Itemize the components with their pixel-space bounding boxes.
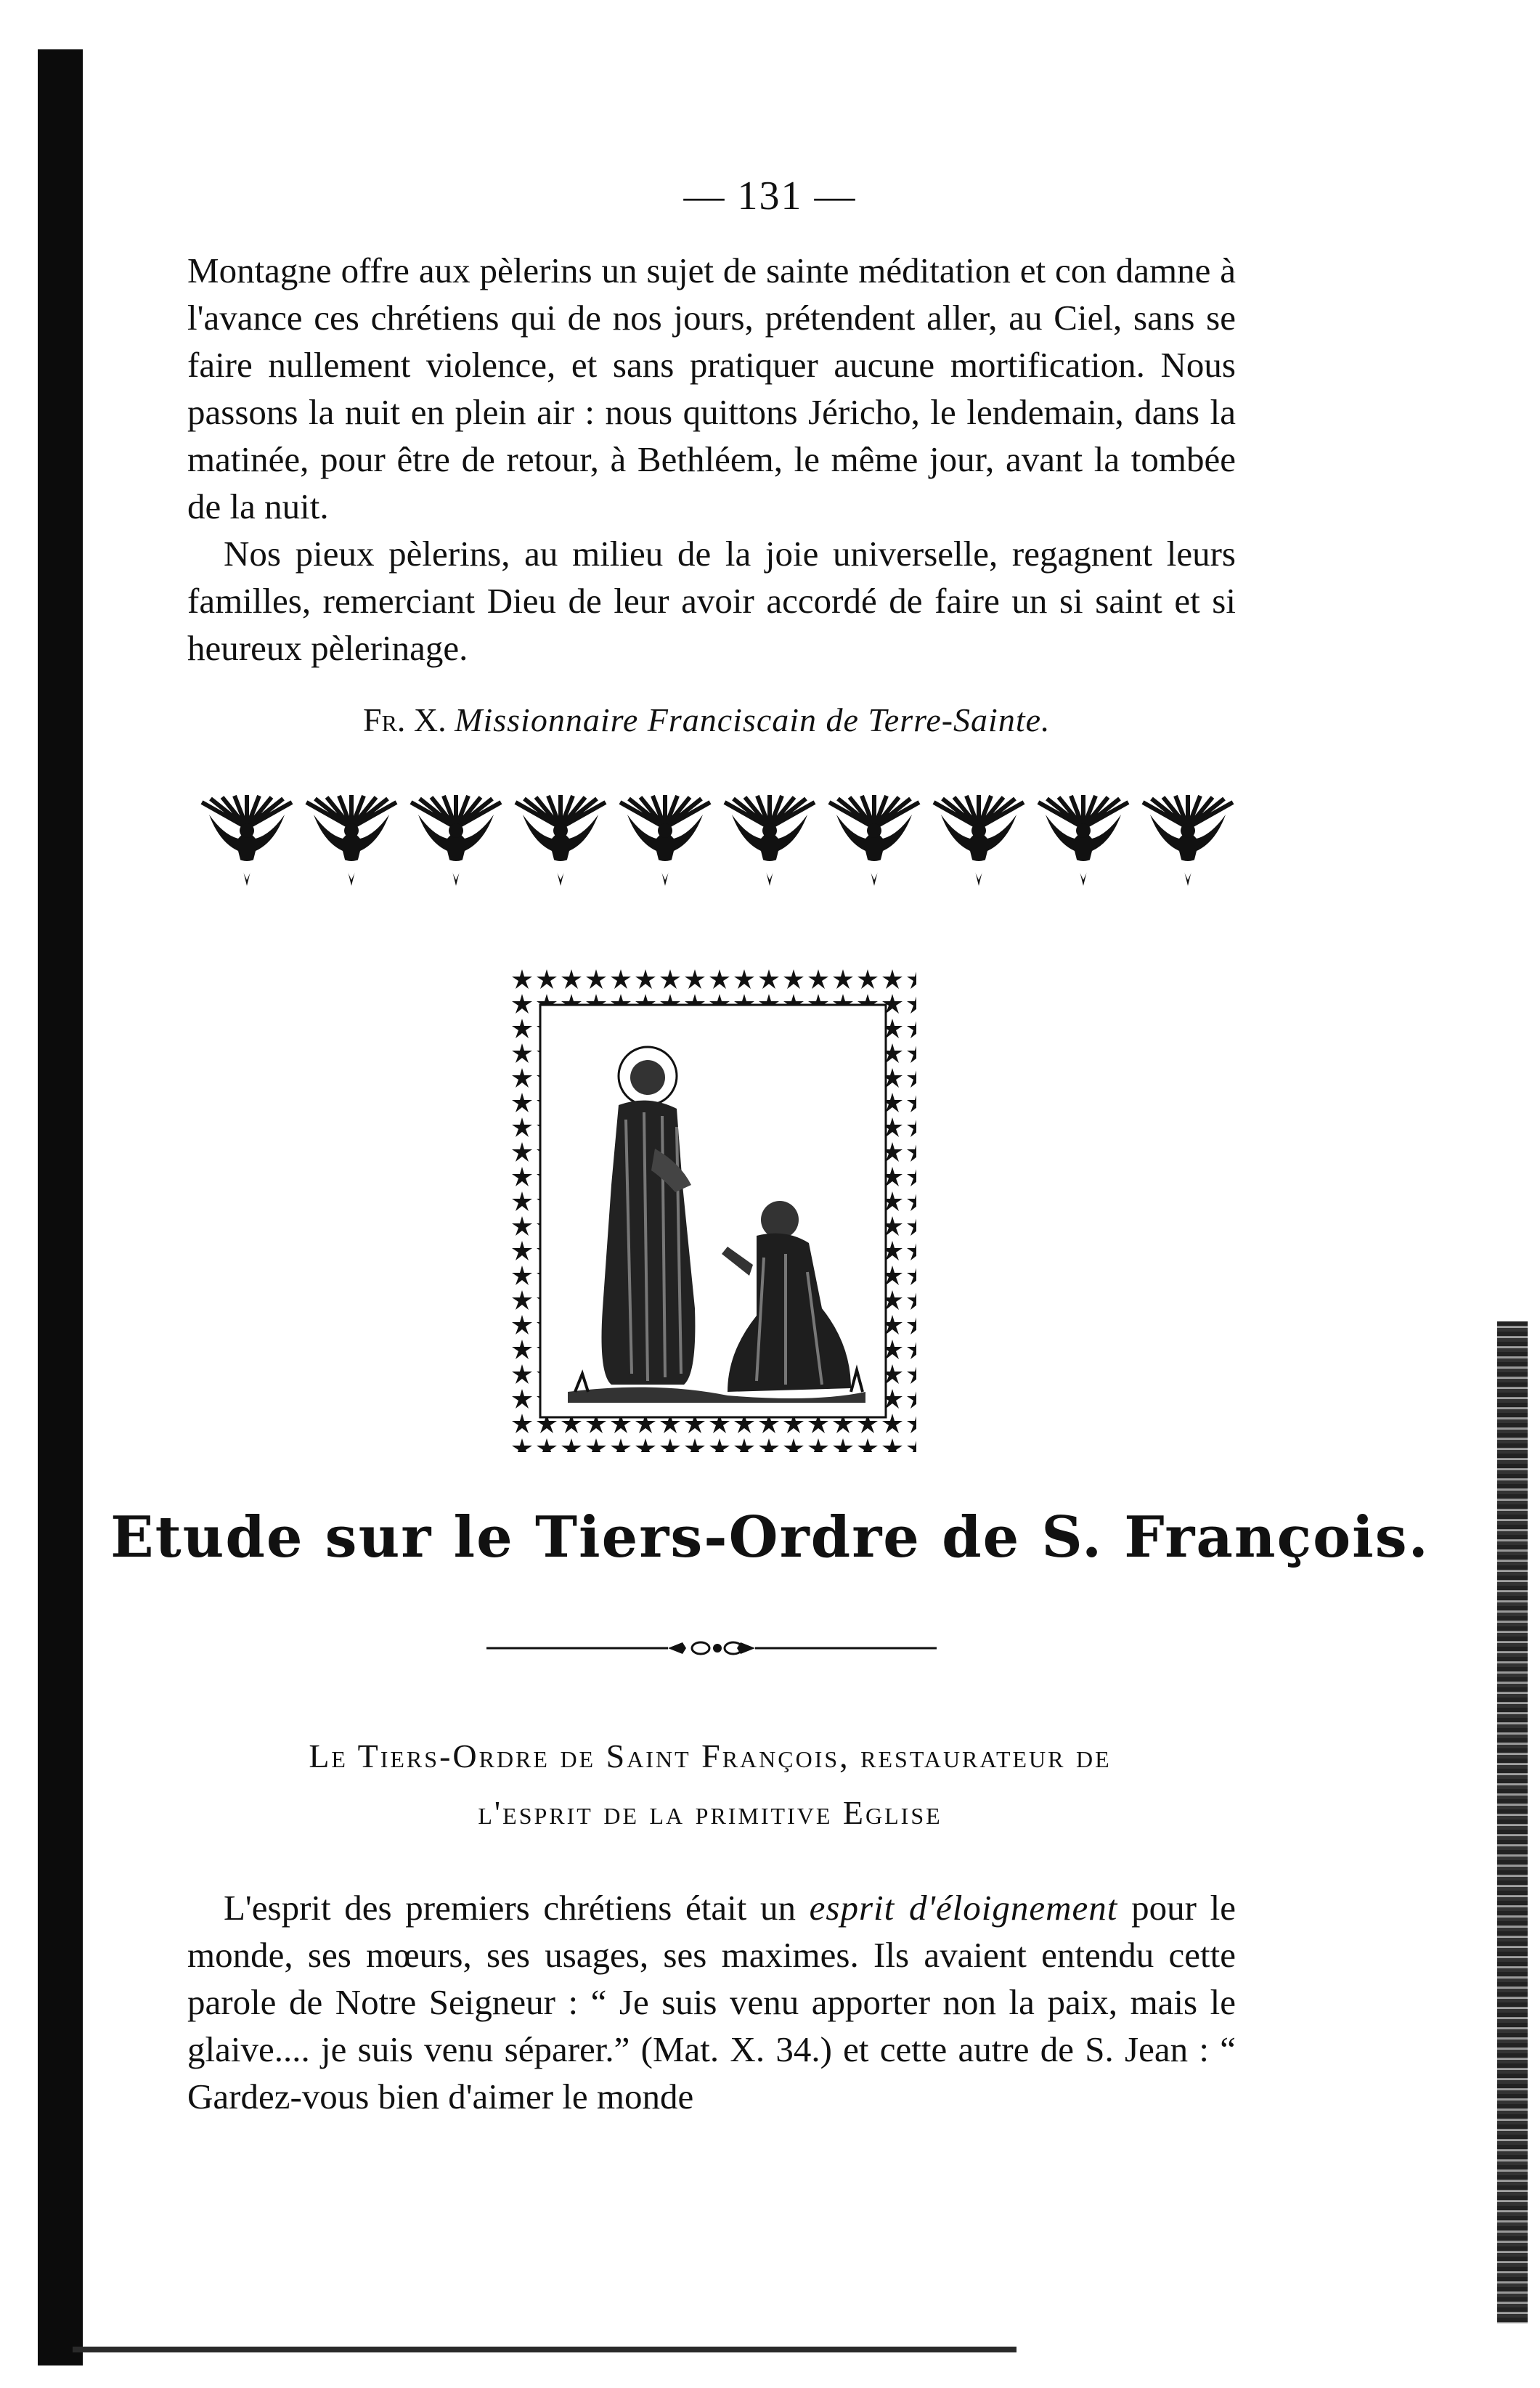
scan-binding-edge: [38, 49, 83, 2365]
saint-francis-engraving: [510, 967, 916, 1452]
signature-author: Fr. X.: [363, 701, 447, 738]
paragraph-3-after: pour le monde, ses mœurs, ses usages, ses maximes. Ils avaient entendu cette parole de Notre Seigneur : “ Je suis venu apporter non la paix, mais le glaive.... je suis venu séparer.” (Mat. X. 34.) et cette autre de S. Jean : “ Gardez-vous bien d'aimer le monde: [187, 1888, 1236, 2116]
study-title: Etude sur le Tiers-Ordre de S. François.: [110, 1504, 1430, 1570]
section-heading-line-1: Le Tiers-Ordre de Saint François, restaurateur de: [309, 1737, 1112, 1774]
ornamental-fan-band: [195, 784, 1240, 893]
paragraph-first-christians: [187, 1884, 1236, 2120]
page-number: — 131 —: [683, 174, 857, 219]
signature-role: Missionnaire Franciscain de Terre-Sainte.: [455, 701, 1051, 738]
section-heading-line-2: l'esprit de la primitive Eglise: [478, 1794, 942, 1831]
scan-right-edge: [1497, 1321, 1528, 2323]
paragraph-3-before: L'esprit des premiers chrétiens était un: [224, 1888, 810, 1928]
paragraph-3-emphasis: esprit d'éloignement: [809, 1888, 1118, 1928]
signature: [363, 698, 1271, 742]
scan-bottom-edge: [73, 2347, 1017, 2352]
title-divider: [486, 1634, 937, 1663]
paragraph-return-home: Nos pieux pèlerins, au milieu de la joie universelle, regagnent leurs familles, remerciant Dieu de leur avoir accordé de faire un si saint et si heureux pèlerinage.: [187, 534, 1236, 668]
paragraph-pilgrimage-end: Montagne offre aux pèlerins un sujet de sainte méditation et con damne à l'avance ces chrétiens qui de nos jours, prétendent aller, au Ciel, sans se faire nullement violence, et sans pratiquer aucune mortification. Nous passons la nuit en plein air : nous quittons Jéricho, le lendemain, dans la matinée, pour être de retour, à Bethléem, le même jour, avant la tombée de la nuit.: [187, 250, 1236, 526]
